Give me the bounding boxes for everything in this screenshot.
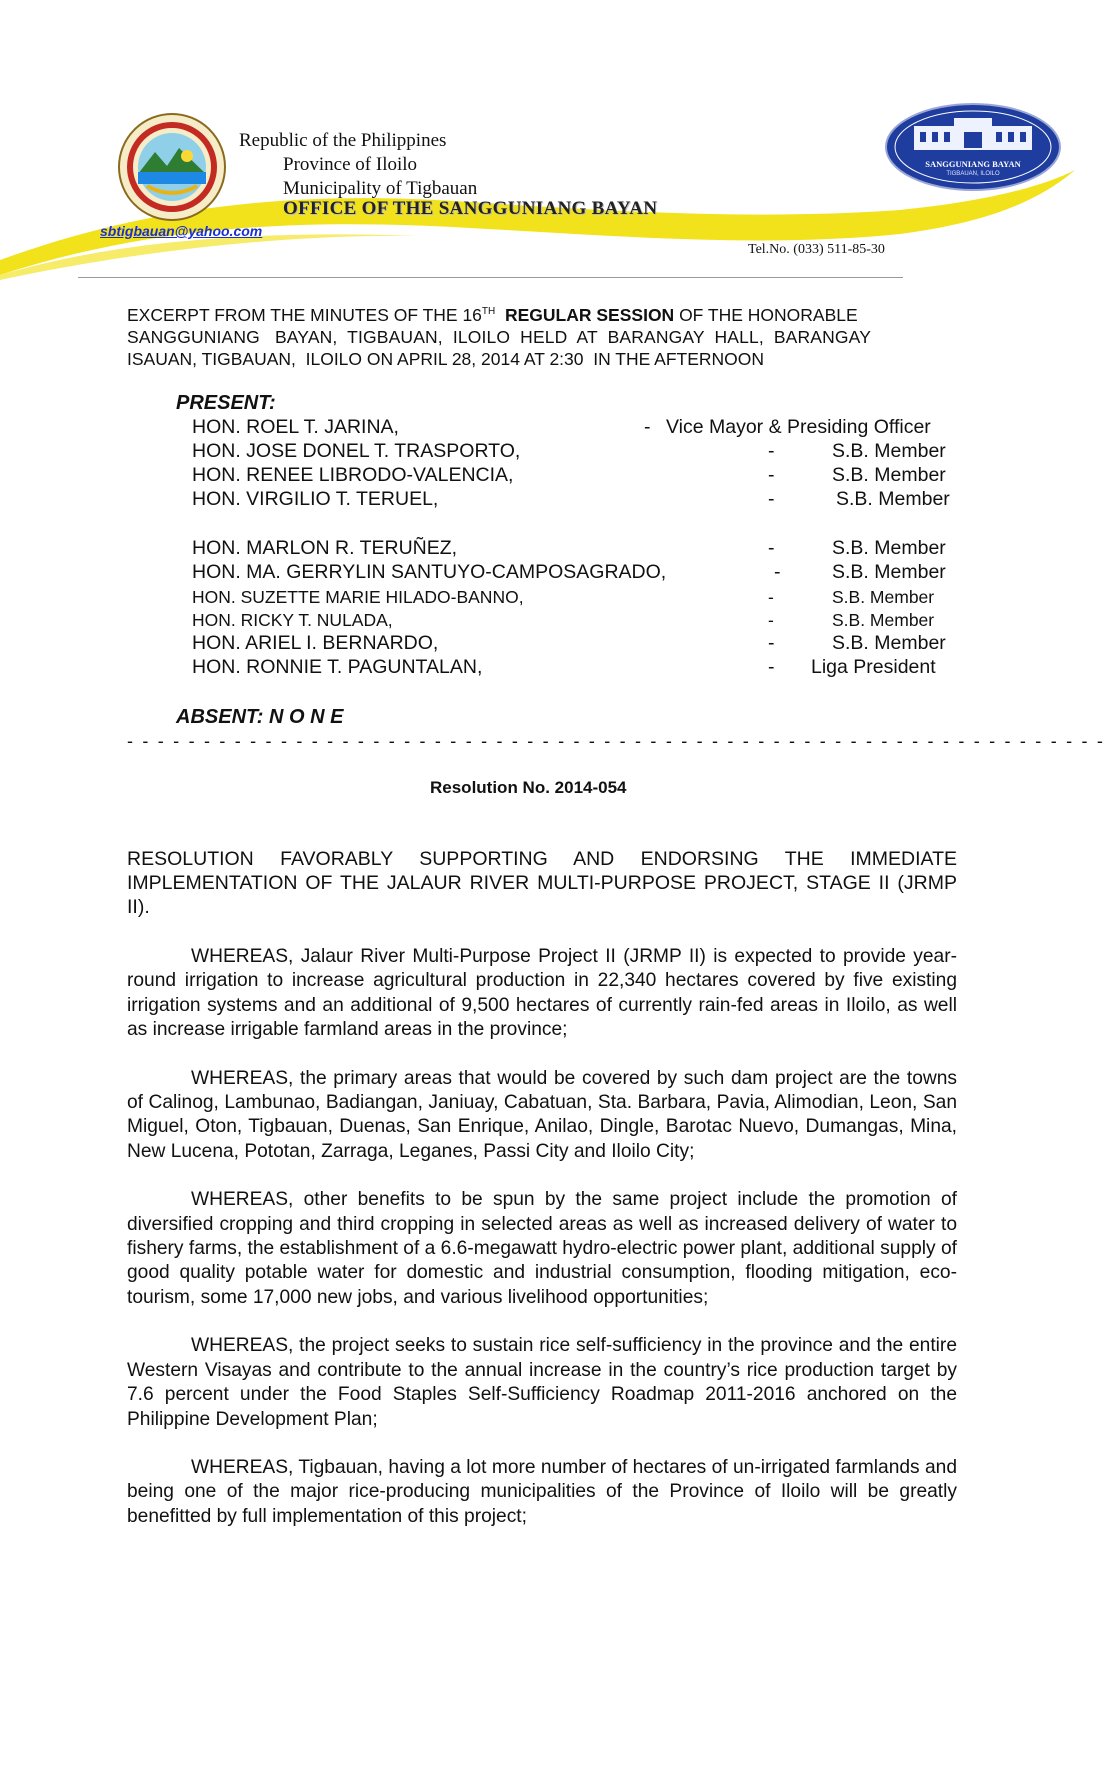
excerpt-line-1-text: EXCERPT FROM THE MINUTES OF THE 16 — [127, 304, 482, 325]
member-name: HON. ARIEL I. BERNARDO, — [192, 632, 439, 654]
member-role: S.B. Member — [832, 440, 946, 462]
present-label: PRESENT: — [176, 392, 276, 414]
header-divider — [78, 277, 903, 278]
excerpt-line-1 — [127, 301, 959, 326]
member-name: HON. SUZETTE MARIE HILADO-BANNO, — [192, 587, 524, 607]
member-dash: - — [774, 561, 781, 583]
member-role: Liga President — [811, 656, 936, 678]
member-dash: - — [768, 610, 774, 630]
session-excerpt — [127, 301, 959, 370]
section-separator: - - - - - - - - - - - - - - - - - - - - - - - - - - - - - - - - - - - - - - - - - - - - - - - - - - - - - - - - - - - - - - - - — [127, 731, 1105, 751]
header-municipality: Municipality of Tigbauan — [283, 178, 478, 199]
member-dash: - — [768, 632, 775, 654]
member-dash: - — [768, 464, 775, 486]
excerpt-line-3: ISAUAN, TIGBAUAN, ILOILO ON APRIL 28, 2014 AT 2:30 IN THE AFTERNOON — [127, 348, 765, 369]
member-name: HON. VIRGILIO T. TERUEL, — [192, 488, 439, 510]
header-province: Province of Iloilo — [283, 154, 418, 175]
resolution-title: RESOLUTION FAVORABLY SUPPORTING AND ENDORSING THE IMMEDIATE IMPLEMENTATION OF THE JALAUR RIVER MULTI-PURPOSE PROJECT, STAGE II (JRMP II). — [127, 848, 957, 918]
header-republic: Republic of the Philippines — [239, 130, 447, 151]
member-role: Vice Mayor & Presiding Officer — [666, 416, 931, 438]
member-row — [192, 587, 962, 611]
member-role: S.B. Member — [832, 610, 935, 630]
whereas-paragraph: WHEREAS, Tigbauan, having a lot more number of hectares of un-irrigated farmlands and being one of the major rice-producing municipalities of the Province of Iloilo will be greatly benefitted by full implementation of this project; — [127, 1456, 957, 1527]
whereas-paragraph: WHEREAS, Jalaur River Multi-Purpose Project II (JRMP II) is expected to provide year-round irrigation to increase agricultural production in 22,340 hectares covered by five existing irrigation systems and an additional of 9,500 hectares of currently rain-fed areas in Iloilo, as well as increase irrigable farmland areas in the province; — [127, 946, 957, 1041]
member-row — [192, 416, 962, 440]
member-name: HON. JOSE DONEL T. TRASPORTO, — [192, 440, 521, 462]
member-row — [192, 656, 962, 680]
municipal-seal-logo — [117, 112, 227, 222]
seal-right-subtext: TIGBAUAN, ILOILO — [946, 171, 1000, 177]
member-role: S.B. Member — [832, 561, 946, 583]
whereas-clauses — [127, 945, 957, 1529]
member-name: HON. RENEE LIBRODO-VALENCIA, — [192, 464, 514, 486]
telephone-number: Tel.No. (033) 511-85-30 — [748, 242, 885, 257]
member-role: S.B. Member — [832, 537, 946, 559]
member-row — [192, 488, 962, 512]
member-row — [192, 632, 962, 656]
member-dash: - — [768, 488, 775, 510]
absent-label: ABSENT: N O N E — [176, 706, 344, 728]
member-dash: - — [768, 587, 774, 607]
member-name: HON. ROEL T. JARINA, — [192, 416, 399, 438]
regular-session-label: REGULAR SESSION — [505, 304, 675, 325]
member-role: S.B. Member — [832, 632, 946, 654]
member-dash: - — [768, 440, 775, 462]
whereas-paragraph: WHEREAS, the project seeks to sustain rice self-sufficiency in the province and the entire Western Visayas and contribute to the annual increase in the country’s rice production target by 7.6 percent under the Food Staples Self-Sufficiency Roadmap 2011-2016 anchored on the Philippine Development Plan; — [127, 1335, 957, 1430]
member-role: S.B. Member — [832, 464, 946, 486]
member-row — [192, 561, 962, 585]
member-name: HON. RICKY T. NULADA, — [192, 610, 393, 630]
member-row — [192, 440, 962, 464]
whereas-paragraph: WHEREAS, the primary areas that would be covered by such dam project are the towns of Calinog, Lambunao, Badiangan, Janiuay, Cabatuan, Sta. Barbara, Pavia, Alimodian, Leon, San Miguel, Oton, Tigbauan, Duenas, San Enrique, Anilao, Dingle, Barotac Nuevo, Dumangas, Mina, New Lucena, Pototan, Zarraga, Leganes, Passi City and Iloilo City; — [127, 1067, 957, 1162]
member-dash: - — [768, 656, 775, 678]
email-link[interactable]: sbtigbauan@yahoo.com — [100, 223, 263, 239]
sangguniang-bayan-seal-logo — [884, 102, 1062, 192]
resolution-number: Resolution No. 2014-054 — [430, 778, 627, 797]
member-role: S.B. Member — [836, 488, 950, 510]
member-row — [192, 610, 962, 634]
whereas-paragraph: WHEREAS, other benefits to be spun by the same project include the promotion of diversified cropping and third cropping in selected areas as well as increased delivery of water to fishery farms, the establishment of a 6.6-megawatt hydro-electric power plant, additional supply of good quality potable water for domestic and industrial consumption, flooding mitigation, eco-tourism, some 17,000 new jobs, and various livelihood opportunities; — [127, 1189, 957, 1308]
member-name: HON. MARLON R. TERUÑEZ, — [192, 537, 458, 559]
excerpt-line-2: SANGGUNIANG BAYAN, TIGBAUAN, ILOILO HELD AT BARANGAY HALL, BARANGAY — [127, 326, 872, 347]
member-name: HON. RONNIE T. PAGUNTALAN, — [192, 656, 483, 678]
member-dash: - — [768, 537, 775, 559]
header-office-title: OFFICE OF THE SANGGUNIANG BAYAN — [283, 198, 658, 219]
member-dash: - — [644, 416, 651, 438]
member-role: S.B. Member — [832, 587, 935, 607]
seal-right-text: SANGGUNIANG BAYAN — [925, 159, 1021, 169]
ordinal-suffix: TH — [481, 306, 496, 317]
member-name: HON. MA. GERRYLIN SANTUYO-CAMPOSAGRADO, — [192, 561, 667, 583]
excerpt-line-1-end: OF THE HONORABLE — [674, 304, 858, 325]
member-row — [192, 464, 962, 488]
member-row — [192, 537, 962, 561]
